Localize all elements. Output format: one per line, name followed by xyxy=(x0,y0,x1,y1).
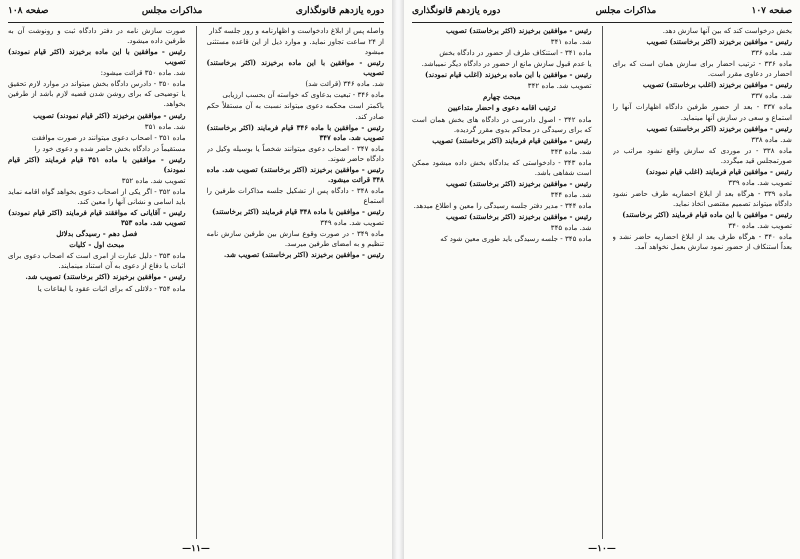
text-line: رئیس - موافقین برخیزند (اکثر برخاستند) تصویب xyxy=(445,212,592,222)
text-line: رئیس - موافقین برخیزند (اکثر برخاستند) تصویب شد. xyxy=(25,272,186,282)
right-column-divider xyxy=(602,26,603,539)
text-line: مستقیماً در دادگاه بخش حاضر شده و دعوی خود را xyxy=(34,143,186,153)
left-header-period: دوره یازدهم قانونگذاری xyxy=(295,6,384,16)
text-line: ماده ۳۴۷ - اصحاب دعوی میتوانند شخصاً یا بوسیله وکیل در دادگاه حاضر شوند. xyxy=(206,143,384,163)
text-line: رئیس - موافقین با ماده ۳۴۸ قیام فرمایند (اکثر برخاستند) xyxy=(212,207,384,217)
text-line: ماده ۳۴۱ - استنکاف طرف از حضور در دادگاه بخش xyxy=(439,48,592,58)
text-line: رئیس - موافقین با این ماده برخیزند (اکثر قیام نمودند) تصویب xyxy=(8,47,186,67)
text-line: ماده ۳۵۱ - اصحاب دعوی میتوانند در صورت موافقت xyxy=(31,132,186,142)
text-line: شد. ماده ۳۴۱ xyxy=(550,37,592,47)
left-page-header xyxy=(8,6,384,20)
right-header-page-number: صفحه ۱۰۷ xyxy=(751,6,792,16)
text-line: شد. ماده ۳۵۰ قرائت میشود: xyxy=(100,68,186,78)
text-line: ماده ۳۵۰ - دادرس دادگاه بخش میتواند در موارد لازم تحقیق یا توضیحی که برای روشن شدن قضیه لازم باشد از طرفین بخواهد. xyxy=(8,79,186,109)
text-line: شد. ماده ۳۴۳ xyxy=(550,146,592,156)
text-line: رئیس - موافقین با این ماده برخیزند (اغلب قیام نمودند) xyxy=(425,70,592,80)
text-line: شد. ماده ۳۴۴ xyxy=(550,189,592,199)
left-page xyxy=(0,0,392,559)
text-line: ماده ۳۵۴ - دلائلی که برای اثبات عقود یا ایقاعات یا xyxy=(37,283,186,293)
right-header-title: مذاکرات مجلس xyxy=(595,6,657,16)
text-line: واصله پس از ابلاغ دادخواست و اظهارنامه و روز جلسه گذار xyxy=(209,26,384,35)
text-line: ماده ۳۴۹ - در صورت وقوع سازش بین طرفین سازش نامه تنظیم و به امضای طرفین میرسد. xyxy=(206,229,384,249)
text-line: شد. ماده ۳۴۵ xyxy=(550,223,592,233)
right-page xyxy=(404,0,800,559)
text-line: شد. ماده ۳۳۶ xyxy=(751,48,792,58)
text-line: ماده ۳۵۲ - اگر یکی از اصحاب دعوی بخواهد گواه اقامه نماید باید اسامی و نشانی آنها را معین کند. xyxy=(8,186,186,206)
text-line: ماده ۳۴۸ - دادگاه پس از تشکیل جلسه مذاکرات طرفین را استماع xyxy=(206,185,384,205)
text-line: رئیس - موافقین برخیزند (اکثر برخاستند) تصویب شد. ماده ۳۴۸ قرائت میشود. xyxy=(206,164,384,184)
text-line: رئیس - موافقین برخیزند (اکثر قیام نمودند) تصویب xyxy=(33,110,186,120)
right-page-right-column xyxy=(613,26,793,539)
text-line: باکمتر است محکمه دعوی میتواند نسبت به آن مستقلاً حکم صادر کند. xyxy=(206,101,384,121)
text-line: رئیس - موافقین با این ماده قیام فرمایند (اکثر برخاستند) xyxy=(622,210,792,220)
text-line: ماده ۳۴۵ - جلسه رسیدگی باید طوری معین شود که xyxy=(440,234,592,244)
left-page-folio: —۱۱— xyxy=(182,544,210,554)
text-line: ماده ۳۴۴ - مدیر دفتر جلسه رسیدگی را معین و اطلاع میدهد. xyxy=(413,201,592,210)
left-header-rule xyxy=(8,22,384,23)
text-line: شد. ماده ۳۵۱ xyxy=(144,121,186,131)
left-header-page-number: صفحه ۱۰۸ xyxy=(8,6,49,16)
right-header-rule xyxy=(412,22,792,23)
right-page-header xyxy=(412,6,792,20)
left-page-left-column xyxy=(8,26,186,539)
text-line: رئیس - موافقین برخیزند (اکثر برخاستند) تصویب xyxy=(445,26,592,35)
text-line: شد. ماده ۳۳۸ xyxy=(751,134,792,144)
text-line: صورت سازش نامه در دفتر دادگاه ثبت و رونوشت آن به طرفین داده میشود. xyxy=(8,26,186,46)
right-header-period: دوره یازدهم قانونگذاری xyxy=(412,6,501,16)
text-line: رئیس - موافقین با ماده ۳۵۱ قیام فرمایند (اکثر قیام نمودند) xyxy=(8,154,186,174)
text-line: رئیس - موافقین با این ماده برخیزند (اکثر برخاستند) تصویب xyxy=(206,58,384,78)
text-line: ماده ۳۴۰ - هرگاه طرف بعد از ابلاغ احضاریه حاضر نشد و بعداً استنکاف از حضور نمود سازش بعمل نخواهد آمد. xyxy=(612,232,792,252)
left-header-title: مذاکرات مجلس xyxy=(141,6,203,16)
text-line: رئیس - موافقین برخیزند (اکثر برخاستند) تصویب xyxy=(646,37,792,47)
right-page-folio: —۱۰— xyxy=(588,544,616,554)
text-line: مبحث چهارم xyxy=(482,92,521,102)
text-line: ماده ۳۳۷ - بعد از حضور طرفین دادگاه اظهارات آنها را استماع و سعی در سازش آنها مینماید. xyxy=(612,102,792,122)
text-line: مبحث اول - کلیات xyxy=(69,240,125,250)
text-line: شد. ماده ۳۳۷ xyxy=(751,91,792,101)
text-line: ماده ۳۵۳ - دلیل عبارت از امری است که اصحاب دعوی برای اثبات یا دفاع از دعوی به آن استناد مینمایند. xyxy=(8,251,186,271)
text-line: رئیس - موافقین قیام فرمایند (اغلب قیام نمودند) xyxy=(645,166,792,176)
text-line: تصویب شد. ماده ۳۳۹ xyxy=(728,177,792,187)
text-line: ماده ۳۳۸ - در موردی که سازش واقع نشود مراتب در صورتمجلس قید میگردد. xyxy=(612,145,792,165)
text-line: رئیس - موافقین برخیزند (اکثر برخاستند) تصویب شد. xyxy=(223,250,384,260)
text-line: ماده ۳۴۳ - دادخواستی که بدادگاه بخش داده میشود ممکن است شفاهی باشد. xyxy=(412,157,592,177)
left-page-right-column xyxy=(207,26,385,539)
left-page-columns xyxy=(8,26,384,539)
text-line: تصویب شد. ماده ۳۴۹ xyxy=(320,218,384,228)
text-line: یا عدم قبول سازش مانع از حضور در دادگاه دیگر نمیباشد. xyxy=(421,59,592,69)
book-gutter xyxy=(392,0,404,559)
text-line: رئیس - موافقین قیام فرمایند (اکثر برخاستند) تصویب xyxy=(432,135,592,145)
left-column-divider xyxy=(196,26,197,539)
text-line: از ۲۴ ساعت تجاوز نماید. و موارد ذیل از این قاعده مستثنی میشود xyxy=(206,37,384,57)
text-line: تصویب شد. ماده ۳۴۲ xyxy=(527,81,592,91)
text-line: رئیس - موافقین با ماده ۳۴۶ قیام فرمایند (اکثر برخاستند) تصویب شد. ماده ۳۴۷ xyxy=(206,122,384,142)
text-line: ترتیب اقامه دعوی و احضار متداعیین xyxy=(447,103,556,113)
text-line: تصویب شد. ماده ۳۵۲ xyxy=(121,175,186,185)
text-line: ماده ۳۴۲ - اصول دادرسی در دادگاه های بخش همان است که برای رسیدگی در محاکم بدوی مقرر گردیده. xyxy=(412,114,592,134)
text-line: رئیس - آقایانی که موافقند قیام فرمایند (اکثر قیام نمودند) تصویب شد. ماده ۳۵۳ xyxy=(8,208,186,228)
text-line: رئیس - موافقین برخیزند (اکثر برخاستند) تصویب xyxy=(445,178,592,188)
text-line: ماده ۳۳۹ - هرگاه بعد از ابلاغ احضاریه طرف حاضر نشود دادگاه میتواند تصمیم مقتضی اتخاذ نماید. xyxy=(612,188,792,208)
right-page-left-column xyxy=(412,26,592,539)
text-line: رئیس - موافقین برخیزند (اکثر برخاستند) تصویب xyxy=(646,123,792,133)
text-line: بخش درخواست کند که بین آنها سازش دهد. xyxy=(662,26,792,35)
text-line: رئیس - موافقین برخیزند (اغلب برخاستند) تصویب xyxy=(642,80,792,90)
right-page-columns xyxy=(412,26,792,539)
text-line: فصل دهم - رسیدگی بدلائل xyxy=(56,229,138,239)
text-line: تصویب شد. ماده ۳۴۰ xyxy=(728,221,792,231)
text-line: ماده ۳۴۶ - تبعیت بدعاوی که خواسته آن بحسب ارزیابی xyxy=(222,90,384,100)
text-line: ماده ۳۳۶ - ترتیب احضار برای سازش همان است که برای احضار در دعاوی مقرر است. xyxy=(612,59,792,79)
text-line: شد. ماده ۳۴۶ (قرائت شد) xyxy=(305,79,384,89)
